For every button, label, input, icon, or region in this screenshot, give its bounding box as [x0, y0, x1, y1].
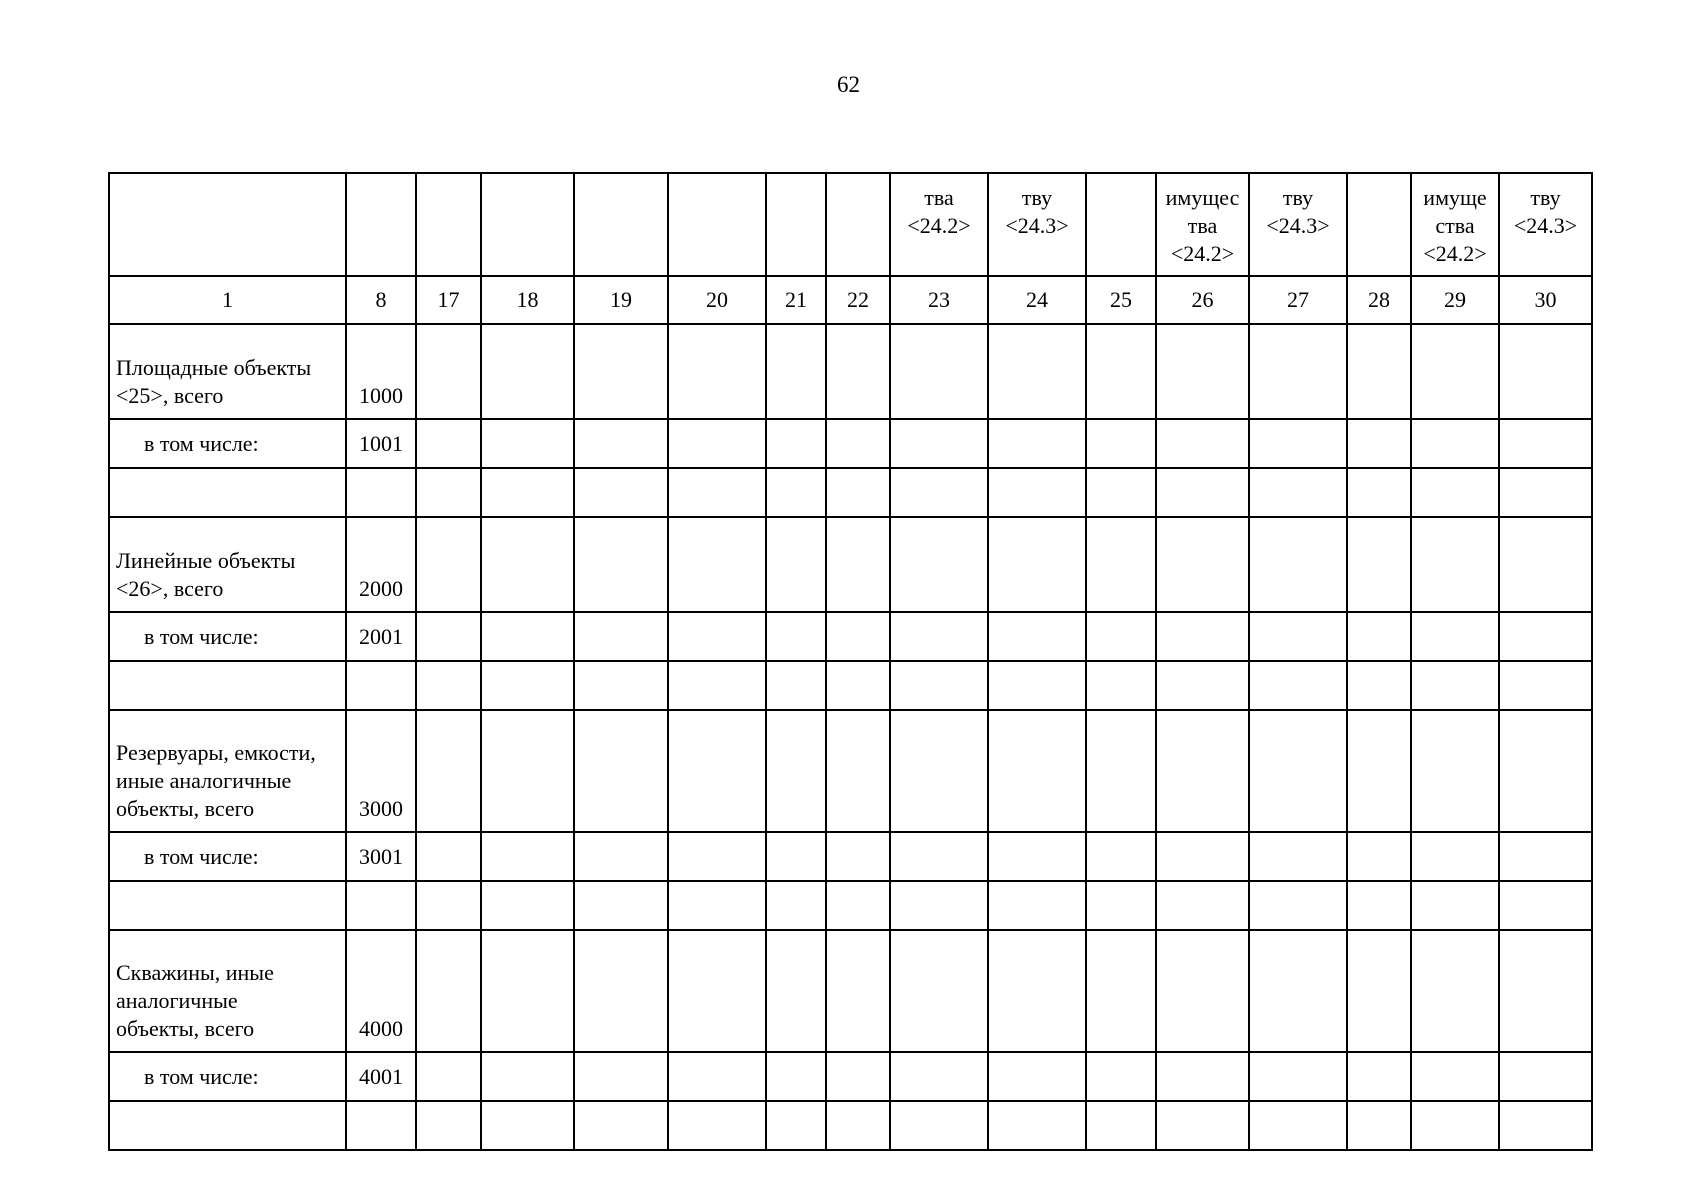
data-cell	[574, 930, 668, 1052]
data-cell	[1156, 1101, 1249, 1150]
row-name: в том числе:	[144, 1063, 259, 1089]
column-number: 25	[1086, 276, 1156, 324]
data-cell	[1411, 832, 1499, 881]
data-cell	[1156, 468, 1249, 517]
row-code-cell: 3001	[346, 832, 416, 881]
data-cell	[826, 832, 890, 881]
data-cell	[1156, 832, 1249, 881]
data-cell	[1411, 661, 1499, 710]
row-code-cell: 2000	[346, 517, 416, 612]
data-cell	[1499, 324, 1592, 419]
column-number: 17	[416, 276, 481, 324]
data-cell	[1086, 930, 1156, 1052]
data-cell	[1411, 881, 1499, 930]
data-cell	[766, 832, 826, 881]
data-cell	[988, 661, 1086, 710]
data-cell	[1499, 419, 1592, 468]
table-row	[109, 661, 1592, 710]
row-name-cell	[109, 710, 346, 832]
data-cell	[574, 324, 668, 419]
data-cell	[416, 324, 481, 419]
data-cell	[1249, 612, 1347, 661]
table-row	[109, 419, 1592, 468]
data-cell	[1499, 881, 1592, 930]
data-cell	[481, 1101, 574, 1150]
table-row	[109, 612, 1592, 661]
data-cell	[1249, 881, 1347, 930]
data-cell	[1347, 710, 1411, 832]
data-cell	[766, 661, 826, 710]
row-code-cell	[346, 881, 416, 930]
data-cell	[890, 930, 988, 1052]
data-cell	[826, 1101, 890, 1150]
column-number: 19	[574, 276, 668, 324]
data-cell	[766, 324, 826, 419]
data-cell	[1411, 612, 1499, 661]
data-cell	[1499, 930, 1592, 1052]
data-cell	[481, 419, 574, 468]
header-cell	[109, 173, 346, 276]
data-cell	[416, 419, 481, 468]
data-cell	[668, 881, 766, 930]
data-cell	[1347, 930, 1411, 1052]
row-name-cell	[109, 419, 346, 468]
data-cell	[1086, 419, 1156, 468]
data-cell	[1249, 517, 1347, 612]
data-cell	[1347, 517, 1411, 612]
data-cell	[1499, 661, 1592, 710]
row-code-cell: 1001	[346, 419, 416, 468]
column-number: 29	[1411, 276, 1499, 324]
data-cell	[1411, 468, 1499, 517]
data-cell	[826, 930, 890, 1052]
data-cell	[1347, 881, 1411, 930]
data-cell	[1499, 612, 1592, 661]
header-cell	[346, 173, 416, 276]
data-cell	[988, 930, 1086, 1052]
data-cell	[1086, 468, 1156, 517]
data-cell	[1411, 930, 1499, 1052]
data-cell	[890, 832, 988, 881]
data-cell	[574, 468, 668, 517]
data-cell	[1249, 930, 1347, 1052]
data-cell	[766, 468, 826, 517]
data-cell	[1411, 710, 1499, 832]
header-cell	[1249, 173, 1347, 276]
column-number: 21	[766, 276, 826, 324]
data-cell	[481, 468, 574, 517]
data-cell	[890, 710, 988, 832]
data-cell	[1086, 1101, 1156, 1150]
data-cell	[668, 612, 766, 661]
data-cell	[668, 710, 766, 832]
column-number: 23	[890, 276, 988, 324]
row-name-cell	[109, 517, 346, 612]
data-cell	[1156, 612, 1249, 661]
data-cell	[826, 612, 890, 661]
data-cell	[1499, 1101, 1592, 1150]
header-continuation-row	[109, 173, 1592, 276]
row-name: в том числе:	[144, 843, 259, 869]
data-cell	[416, 832, 481, 881]
data-cell	[890, 517, 988, 612]
data-cell	[890, 1101, 988, 1150]
header-cell	[481, 173, 574, 276]
data-cell	[1156, 710, 1249, 832]
data-cell	[1411, 1052, 1499, 1101]
header-cell	[416, 173, 481, 276]
data-cell	[416, 930, 481, 1052]
column-number: 30	[1499, 276, 1592, 324]
data-cell	[826, 324, 890, 419]
data-cell	[668, 324, 766, 419]
header-cell	[766, 173, 826, 276]
column-number: 1	[109, 276, 346, 324]
data-cell	[668, 1101, 766, 1150]
data-cell	[668, 832, 766, 881]
data-cell	[890, 661, 988, 710]
data-cell	[988, 419, 1086, 468]
data-cell	[416, 710, 481, 832]
row-code-cell	[346, 1101, 416, 1150]
row-name-cell	[109, 881, 346, 930]
data-cell	[766, 517, 826, 612]
row-code-cell: 3000	[346, 710, 416, 832]
data-cell	[988, 881, 1086, 930]
data-cell	[1249, 324, 1347, 419]
data-cell	[1249, 419, 1347, 468]
row-name: в том числе:	[144, 623, 259, 649]
data-cell	[1086, 881, 1156, 930]
data-cell	[1347, 832, 1411, 881]
header-cell-text: тву <24.3>	[1266, 185, 1330, 238]
data-cell	[988, 710, 1086, 832]
data-cell	[1086, 1052, 1156, 1101]
data-cell	[1411, 517, 1499, 612]
data-cell	[416, 661, 481, 710]
data-cell	[890, 324, 988, 419]
data-cell	[481, 930, 574, 1052]
data-cell	[481, 661, 574, 710]
data-cell	[481, 710, 574, 832]
row-name: Линейные объекты <26>, всего	[116, 548, 296, 601]
data-cell	[574, 419, 668, 468]
header-cell	[1499, 173, 1592, 276]
data-cell	[1086, 324, 1156, 419]
row-name-cell	[109, 832, 346, 881]
data-cell	[988, 612, 1086, 661]
data-cell	[1411, 324, 1499, 419]
data-cell	[1249, 1052, 1347, 1101]
data-cell	[1411, 1101, 1499, 1150]
row-name: в том числе:	[144, 430, 259, 456]
data-cell	[826, 710, 890, 832]
row-code-cell: 4001	[346, 1052, 416, 1101]
row-name: Скважины, иные аналогичные объекты, всего	[116, 960, 274, 1041]
table-row	[109, 1052, 1592, 1101]
column-number: 8	[346, 276, 416, 324]
data-cell	[1499, 1052, 1592, 1101]
header-cell	[1156, 173, 1249, 276]
row-code-cell	[346, 661, 416, 710]
data-cell	[668, 930, 766, 1052]
data-cell	[574, 881, 668, 930]
row-name-cell	[109, 661, 346, 710]
data-cell	[766, 419, 826, 468]
data-cell	[766, 930, 826, 1052]
data-cell	[416, 881, 481, 930]
header-cell	[1411, 173, 1499, 276]
data-cell	[1347, 1052, 1411, 1101]
data-cell	[766, 612, 826, 661]
data-cell	[766, 710, 826, 832]
row-name-cell	[109, 1052, 346, 1101]
report-table	[108, 172, 1593, 1151]
data-cell	[1249, 832, 1347, 881]
column-number: 24	[988, 276, 1086, 324]
data-cell	[890, 468, 988, 517]
data-cell	[1249, 710, 1347, 832]
data-cell	[668, 661, 766, 710]
row-code-cell	[346, 468, 416, 517]
data-cell	[481, 832, 574, 881]
data-cell	[574, 517, 668, 612]
data-cell	[1086, 832, 1156, 881]
data-cell	[1156, 881, 1249, 930]
data-cell	[1347, 419, 1411, 468]
data-cell	[416, 517, 481, 612]
data-cell	[988, 468, 1086, 517]
data-cell	[1249, 661, 1347, 710]
data-cell	[826, 517, 890, 612]
header-cell	[988, 173, 1086, 276]
data-cell	[481, 324, 574, 419]
column-number: 20	[668, 276, 766, 324]
data-cell	[826, 419, 890, 468]
data-cell	[890, 419, 988, 468]
data-cell	[1499, 468, 1592, 517]
header-cell-text: тву <24.3>	[1005, 185, 1069, 238]
data-cell	[766, 1052, 826, 1101]
data-cell	[574, 1101, 668, 1150]
data-cell	[574, 832, 668, 881]
column-number: 27	[1249, 276, 1347, 324]
data-cell	[1347, 1101, 1411, 1150]
data-cell	[1086, 661, 1156, 710]
column-number-row	[109, 276, 1592, 324]
data-cell	[668, 1052, 766, 1101]
column-number: 26	[1156, 276, 1249, 324]
page-number: 62	[837, 72, 860, 97]
data-cell	[1156, 324, 1249, 419]
data-cell	[826, 881, 890, 930]
data-cell	[766, 881, 826, 930]
data-cell	[1156, 661, 1249, 710]
data-cell	[1499, 517, 1592, 612]
column-number: 22	[826, 276, 890, 324]
data-cell	[668, 468, 766, 517]
data-cell	[988, 1052, 1086, 1101]
data-cell	[826, 468, 890, 517]
data-cell	[890, 1052, 988, 1101]
header-cell-text: тва <24.2>	[907, 185, 971, 238]
data-cell	[668, 517, 766, 612]
table-row	[109, 930, 1592, 1052]
data-cell	[988, 832, 1086, 881]
table-row	[109, 324, 1592, 419]
data-cell	[1249, 468, 1347, 517]
header-cell-text: имущес тва <24.2>	[1165, 185, 1240, 266]
header-cell	[1347, 173, 1411, 276]
data-cell	[1347, 661, 1411, 710]
data-cell	[416, 1052, 481, 1101]
data-cell	[890, 881, 988, 930]
data-cell	[1249, 1101, 1347, 1150]
data-cell	[574, 710, 668, 832]
row-code-cell: 2001	[346, 612, 416, 661]
header-cell-text: имуще ства <24.2>	[1423, 185, 1487, 266]
data-cell	[826, 661, 890, 710]
data-cell	[890, 612, 988, 661]
header-cell	[826, 173, 890, 276]
row-name-cell	[109, 612, 346, 661]
data-cell	[1086, 517, 1156, 612]
row-code-cell: 4000	[346, 930, 416, 1052]
data-cell	[416, 1101, 481, 1150]
row-name-cell	[109, 930, 346, 1052]
data-cell	[826, 1052, 890, 1101]
data-cell	[1086, 710, 1156, 832]
header-cell	[890, 173, 988, 276]
table-row	[109, 517, 1592, 612]
data-cell	[574, 1052, 668, 1101]
data-cell	[1347, 468, 1411, 517]
data-cell	[481, 1052, 574, 1101]
data-cell	[1156, 517, 1249, 612]
data-cell	[766, 1101, 826, 1150]
row-name: Площадные объекты <25>, всего	[116, 355, 312, 408]
data-cell	[416, 468, 481, 517]
data-cell	[668, 419, 766, 468]
row-name-cell	[109, 1101, 346, 1150]
data-cell	[1156, 930, 1249, 1052]
row-name-cell	[109, 468, 346, 517]
data-cell	[1156, 1052, 1249, 1101]
data-cell	[1411, 419, 1499, 468]
data-cell	[574, 612, 668, 661]
header-cell	[668, 173, 766, 276]
data-cell	[988, 1101, 1086, 1150]
data-cell	[988, 324, 1086, 419]
row-name-cell	[109, 324, 346, 419]
table-row	[109, 468, 1592, 517]
row-name: Резервуары, емкости, иные аналогичные объекты, всего	[116, 740, 316, 821]
header-cell	[1086, 173, 1156, 276]
data-cell	[481, 612, 574, 661]
column-number: 18	[481, 276, 574, 324]
data-cell	[1347, 324, 1411, 419]
header-cell-text: тву <24.3>	[1513, 185, 1578, 238]
data-cell	[1156, 419, 1249, 468]
data-cell	[988, 517, 1086, 612]
table-row	[109, 832, 1592, 881]
table-row	[109, 881, 1592, 930]
column-number: 28	[1347, 276, 1411, 324]
data-cell	[1086, 612, 1156, 661]
data-cell	[481, 517, 574, 612]
table-row	[109, 1101, 1592, 1150]
table-row	[109, 710, 1592, 832]
data-cell	[416, 612, 481, 661]
data-cell	[1499, 832, 1592, 881]
row-code-cell: 1000	[346, 324, 416, 419]
data-cell	[481, 881, 574, 930]
data-cell	[1347, 612, 1411, 661]
data-cell	[1499, 710, 1592, 832]
header-cell	[574, 173, 668, 276]
data-cell	[574, 661, 668, 710]
